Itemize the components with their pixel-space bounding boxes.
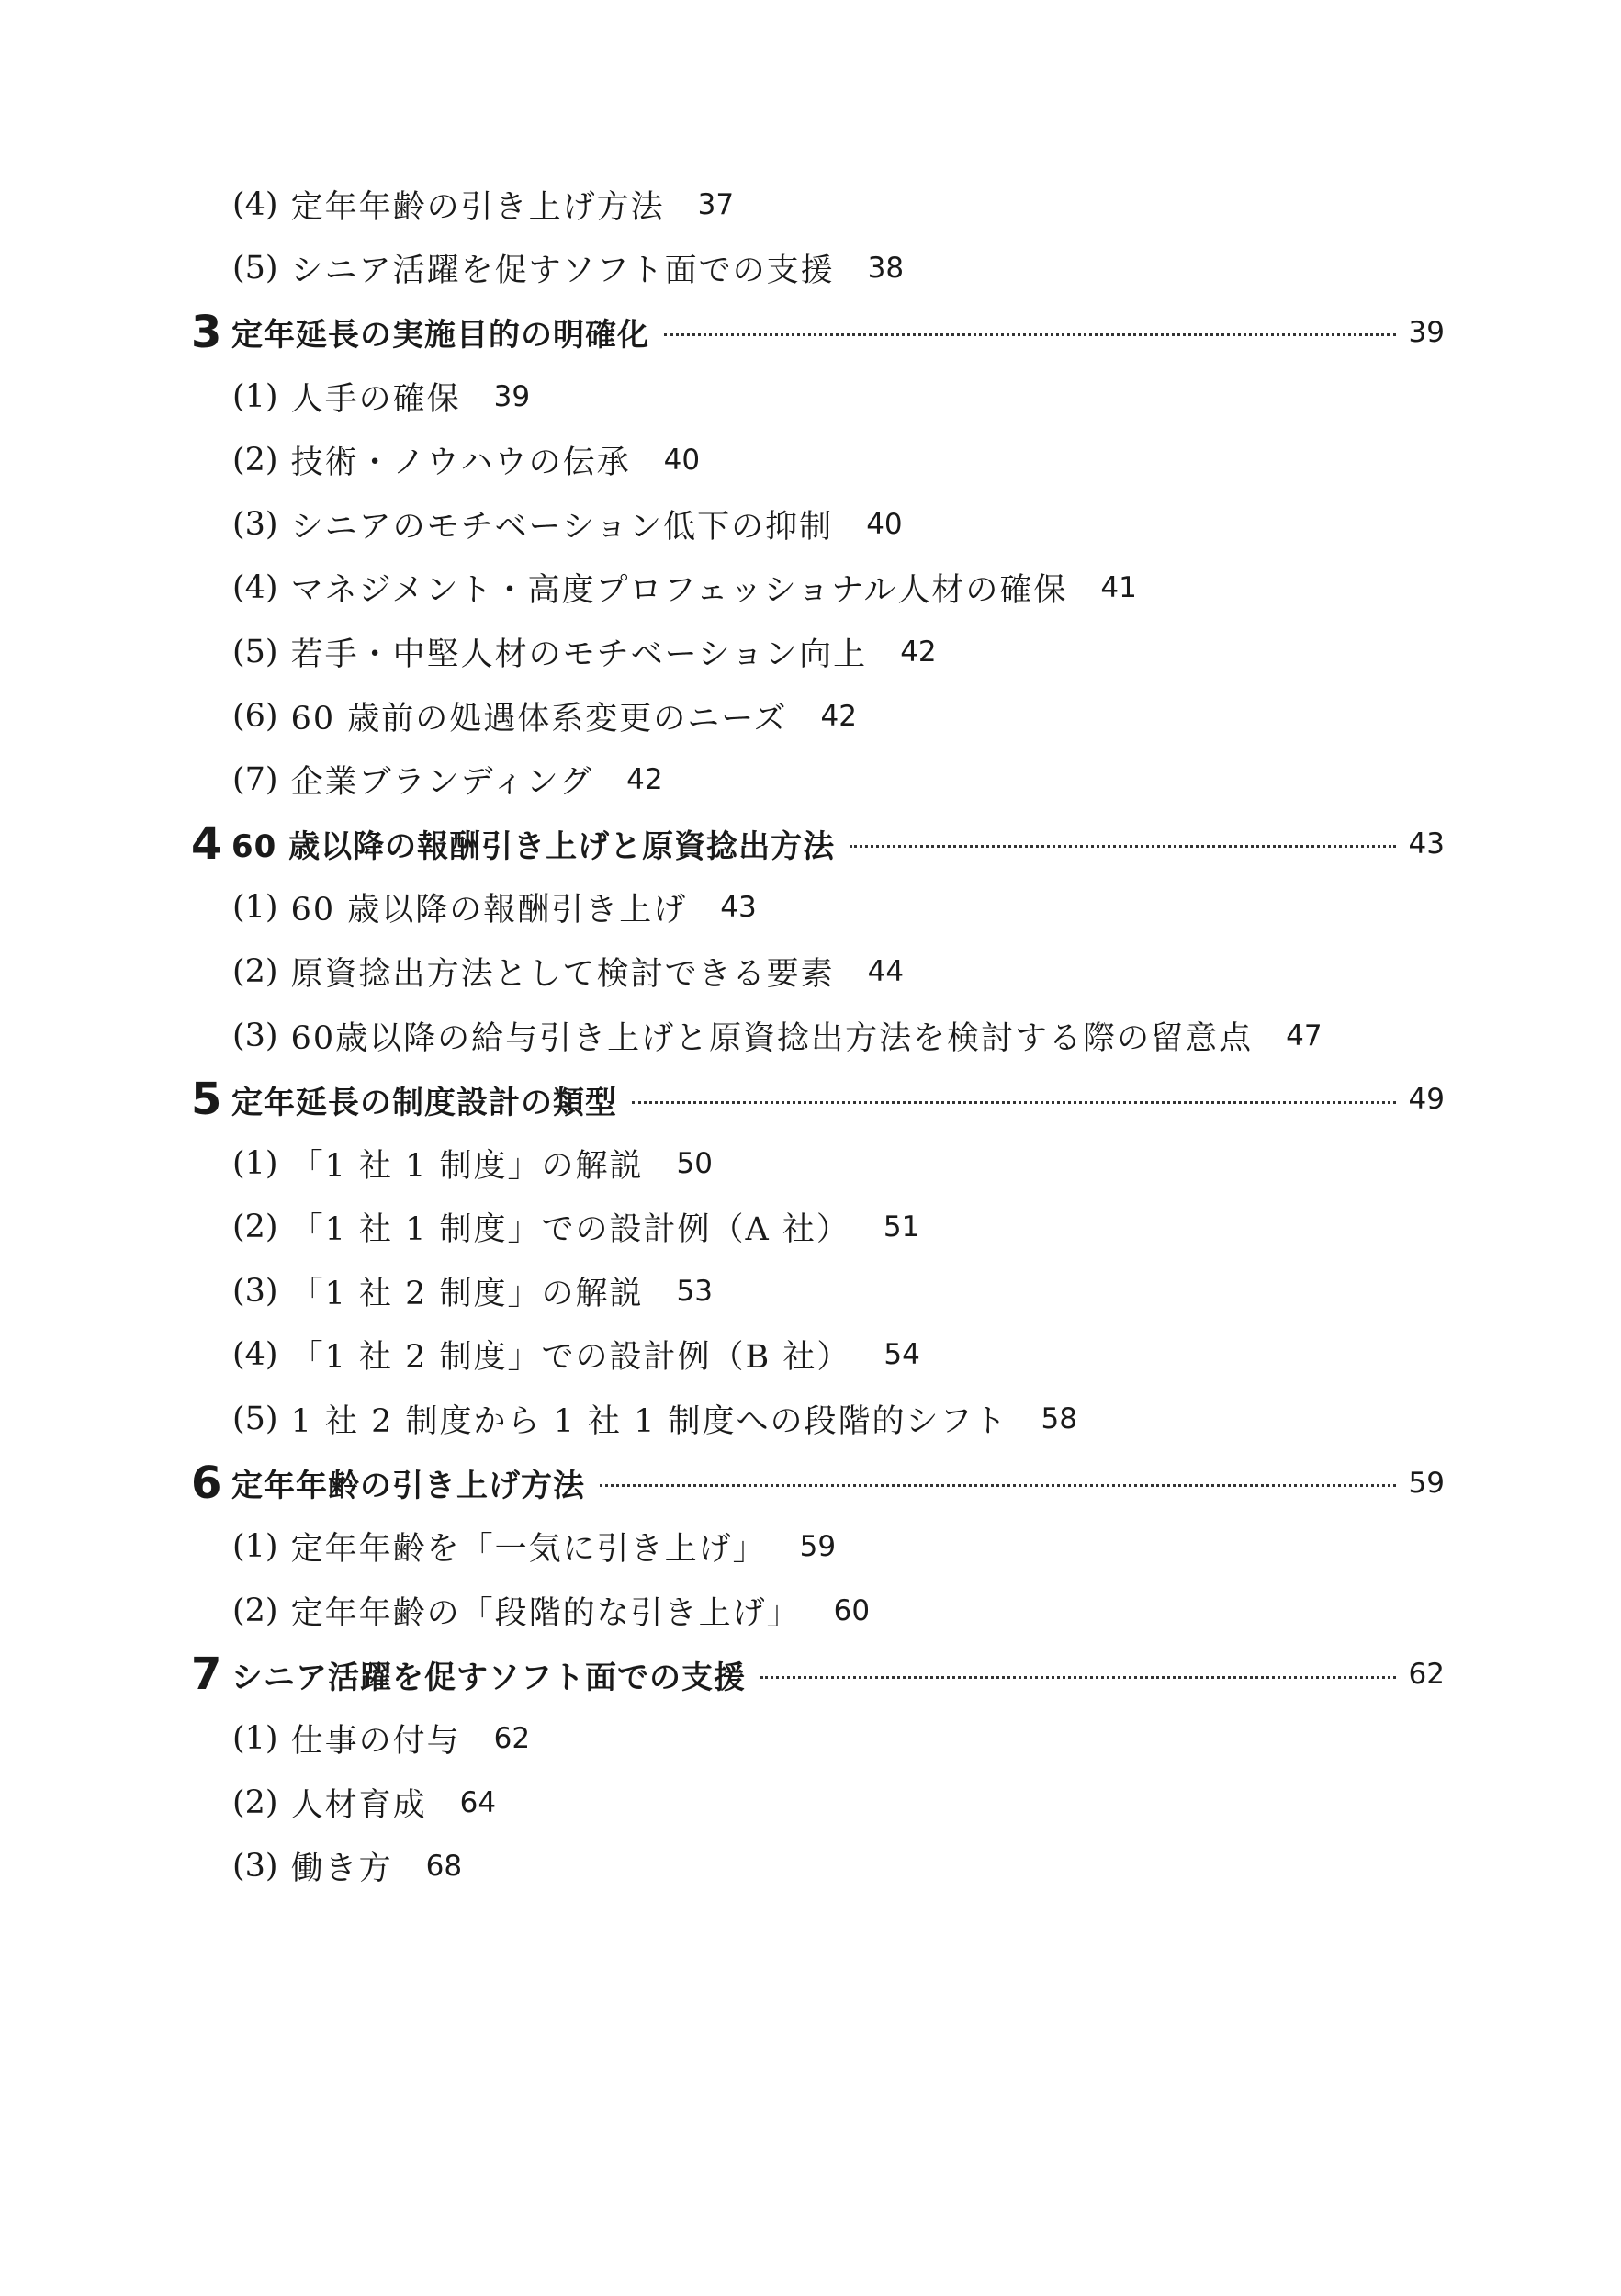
subsection-title: 「1 社 1 制度」での設計例（A 社） — [290, 1211, 850, 1249]
page-number: 59 — [799, 1530, 837, 1564]
subsection-index: (6) — [232, 697, 278, 735]
toc-subsection-row — [191, 620, 1445, 684]
subsection-index: (4) — [232, 186, 278, 223]
section-number: 5 — [191, 1074, 222, 1126]
section-title: 60 歳以降の報酬引き上げと原資捻出方法 — [231, 828, 836, 866]
subsection-title: 人手の確保 — [290, 380, 461, 418]
page-number: 42 — [820, 699, 857, 733]
page-number: 42 — [626, 763, 663, 797]
subsection-index: (1) — [232, 889, 278, 927]
subsection-index: (5) — [232, 250, 278, 287]
page-number: 47 — [1286, 1019, 1323, 1052]
page-number: 62 — [493, 1722, 531, 1756]
subsection-title: 60 歳前の処遇体系変更のニーズ — [290, 700, 788, 737]
subsection-title: 「1 社 2 制度」の解説 — [290, 1275, 644, 1312]
section-number: 4 — [191, 817, 222, 870]
subsection-index: (1) — [232, 1144, 278, 1182]
page-number: 40 — [663, 444, 701, 478]
toc-section-row — [191, 812, 1445, 876]
page-number: 60 — [833, 1593, 871, 1627]
toc-subsection-row — [191, 428, 1445, 492]
page-number: 40 — [866, 507, 903, 541]
subsection-title: 定年年齢の「段階的な引き上げ」 — [290, 1594, 801, 1632]
page-number: 53 — [676, 1274, 713, 1308]
toc-subsection-row — [191, 1387, 1445, 1451]
toc-section-row — [191, 300, 1445, 365]
dot-leader — [664, 333, 1396, 336]
toc-subsection-row — [191, 173, 1445, 237]
toc-subsection-row — [191, 1131, 1445, 1196]
subsection-title: 技術・ノウハウの伝承 — [290, 445, 631, 482]
page-number: 58 — [1041, 1402, 1077, 1436]
page-number: 51 — [883, 1210, 920, 1244]
page-number: 49 — [1408, 1083, 1445, 1117]
page-number: 38 — [867, 252, 905, 286]
subsection-title: 定年年齢を「一気に引き上げ」 — [290, 1531, 767, 1569]
page-number: 43 — [1408, 827, 1445, 861]
toc-subsection-row — [191, 365, 1445, 429]
subsection-index: (3) — [232, 505, 278, 543]
subsection-title: 企業ブランディング — [290, 764, 594, 802]
subsection-title: 1 社 2 制度から 1 社 1 制度への段階的シフト — [290, 1403, 1008, 1441]
subsection-title: 定年年齢の引き上げ方法 — [290, 188, 665, 226]
page-number: 50 — [676, 1146, 713, 1180]
toc-subsection-row — [191, 1323, 1445, 1388]
toc-subsection-row — [191, 940, 1445, 1004]
subsection-index: (4) — [232, 569, 278, 607]
section-title: 定年延長の制度設計の類型 — [231, 1084, 617, 1121]
toc-subsection-row — [191, 1706, 1445, 1771]
subsection-title: 「1 社 1 制度」の解説 — [290, 1147, 644, 1185]
subsection-index: (2) — [232, 1592, 278, 1629]
toc-subsection-row — [191, 492, 1445, 557]
subsection-title: 原資捻出方法として検討できる要素 — [290, 955, 835, 993]
toc-subsection-row — [191, 1771, 1445, 1835]
page-number: 43 — [720, 891, 757, 925]
page-number: 42 — [900, 635, 937, 669]
section-number: 7 — [191, 1649, 222, 1701]
toc-subsection-row — [191, 237, 1445, 301]
subsection-index: (1) — [232, 377, 278, 415]
subsection-title: 「1 社 2 制度」での設計例（B 社） — [290, 1339, 851, 1377]
subsection-index: (2) — [232, 1784, 278, 1821]
subsection-title: シニアのモチベーション低下の抑制 — [290, 508, 834, 546]
toc-subsection-row — [191, 1196, 1445, 1260]
subsection-index: (3) — [232, 1272, 278, 1310]
section-number: 6 — [191, 1457, 222, 1509]
page-number: 62 — [1408, 1658, 1445, 1692]
dot-leader — [632, 1101, 1396, 1104]
page-number: 59 — [1408, 1466, 1445, 1500]
page-number: 37 — [697, 187, 735, 221]
subsection-title: マネジメント・高度プロフェッショナル人材の確保 — [290, 572, 1068, 610]
toc-section-row — [191, 1643, 1445, 1707]
section-title: 定年延長の実施目的の明確化 — [231, 317, 649, 355]
subsection-title: シニア活躍を促すソフト面での支援 — [290, 253, 835, 290]
subsection-index: (1) — [232, 1528, 278, 1566]
section-title: シニア活躍を促すソフト面での支援 — [231, 1659, 746, 1696]
page-number: 68 — [425, 1850, 463, 1884]
toc-section-row — [191, 1067, 1445, 1131]
subsection-index: (1) — [232, 1720, 278, 1758]
section-title: 定年年齢の引き上げ方法 — [231, 1468, 585, 1505]
page-number: 54 — [884, 1338, 920, 1372]
toc-subsection-row — [191, 1514, 1445, 1579]
subsection-index: (2) — [232, 1209, 278, 1246]
toc-section-row — [191, 1451, 1445, 1515]
page-number: 44 — [867, 954, 905, 988]
subsection-index: (5) — [232, 1401, 278, 1438]
subsection-title: 働き方 — [290, 1851, 393, 1888]
subsection-title: 60 歳以降の報酬引き上げ — [290, 892, 688, 929]
dot-leader — [600, 1484, 1396, 1487]
toc-subsection-row — [191, 1004, 1445, 1068]
subsection-index: (4) — [232, 1336, 278, 1374]
toc-subsection-row — [191, 1579, 1445, 1643]
subsection-index: (7) — [232, 761, 278, 799]
page-number: 39 — [1408, 315, 1445, 349]
subsection-title: 人材育成 — [290, 1786, 427, 1824]
subsection-title: 若手・中堅人材のモチベーション向上 — [290, 636, 868, 673]
subsection-index: (5) — [232, 633, 278, 670]
section-number: 3 — [191, 306, 222, 358]
table-of-contents — [191, 173, 1445, 1898]
subsection-index: (2) — [232, 952, 278, 990]
page-number: 39 — [493, 379, 531, 413]
page-number: 41 — [1100, 571, 1137, 605]
page-number: 64 — [459, 1785, 497, 1819]
subsection-title: 60歳以降の給与引き上げと原資捻出方法を検討する際の留意点 — [290, 1019, 1254, 1057]
toc-subsection-row — [191, 684, 1445, 748]
subsection-index: (3) — [232, 1017, 278, 1054]
toc-subsection-row — [191, 876, 1445, 940]
dot-leader — [760, 1676, 1396, 1679]
toc-subsection-row — [191, 557, 1445, 621]
toc-subsection-row — [191, 1259, 1445, 1323]
toc-subsection-row — [191, 1834, 1445, 1898]
subsection-index: (3) — [232, 1848, 278, 1885]
subsection-title: 仕事の付与 — [290, 1723, 461, 1761]
dot-leader — [850, 845, 1395, 848]
subsection-index: (2) — [232, 442, 278, 479]
toc-subsection-row — [191, 748, 1445, 812]
